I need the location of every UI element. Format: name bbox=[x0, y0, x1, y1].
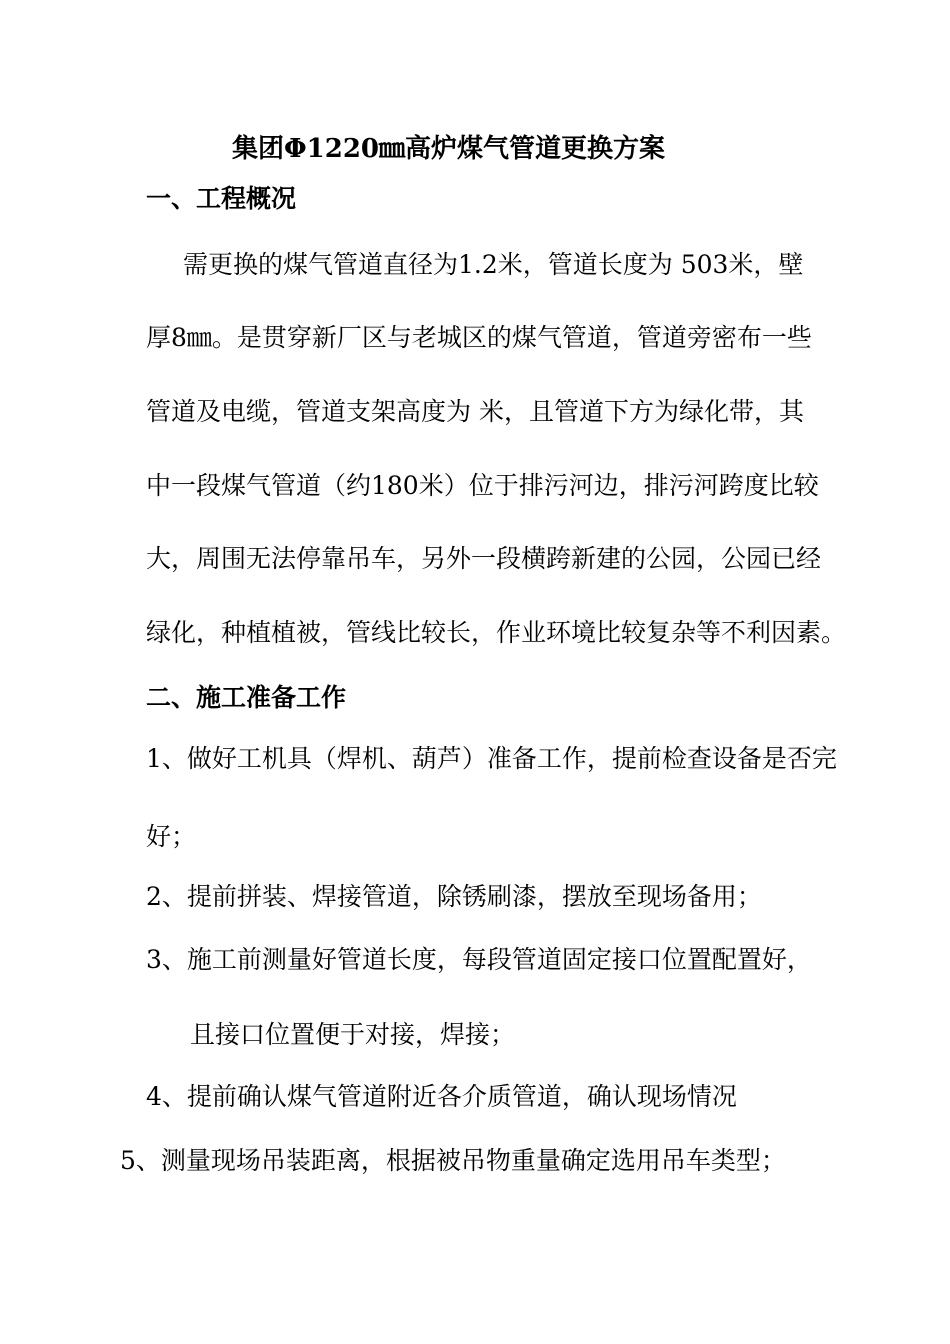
paragraph-line: 中一段煤气管道（约180米）位于排污河边，排污河跨度比较 bbox=[146, 471, 819, 500]
paragraph-line: 大，周围无法停靠吊车，另外一段横跨新建的公园，公园已经 bbox=[146, 544, 822, 573]
paragraph-line: 需更换的煤气管道直径为1.2米，管道长度为 503米，壁 bbox=[183, 250, 804, 279]
document-title: 集团Φ1220㎜高炉煤气管道更换方案 bbox=[232, 134, 666, 164]
list-item: 4、提前确认煤气管道附近各介质管道，确认现场情况 bbox=[146, 1082, 737, 1111]
paragraph-line: 绿化，种植植被，管线比较长，作业环境比较复杂等不利因素。 bbox=[146, 618, 847, 647]
paragraph-line: 厚8㎜。是贯穿新厂区与老城区的煤气管道，管道旁密布一些 bbox=[146, 323, 812, 352]
list-item: 5、测量现场吊装距离，根据被吊物重量确定选用吊车类型； bbox=[120, 1146, 786, 1175]
list-item-continuation: 且接口位置便于对接，焊接； bbox=[190, 1020, 516, 1049]
list-item: 3、施工前测量好管道长度，每段管道固定接口位置配置好， bbox=[146, 945, 812, 974]
paragraph-line: 管道及电缆，管道支架高度为 米，且管道下方为绿化带，其 bbox=[146, 397, 804, 426]
list-item: 1、做好工机具（焊机、葫芦）准备工作，提前检查设备是否完 bbox=[146, 744, 837, 773]
list-item: 2、提前拼装、焊接管道，除锈刷漆，摆放至现场备用； bbox=[146, 882, 762, 911]
list-item-continuation: 好； bbox=[146, 822, 197, 851]
section-heading-overview: 一、工程概况 bbox=[146, 184, 297, 213]
section-heading-preparation: 二、施工准备工作 bbox=[146, 683, 347, 712]
